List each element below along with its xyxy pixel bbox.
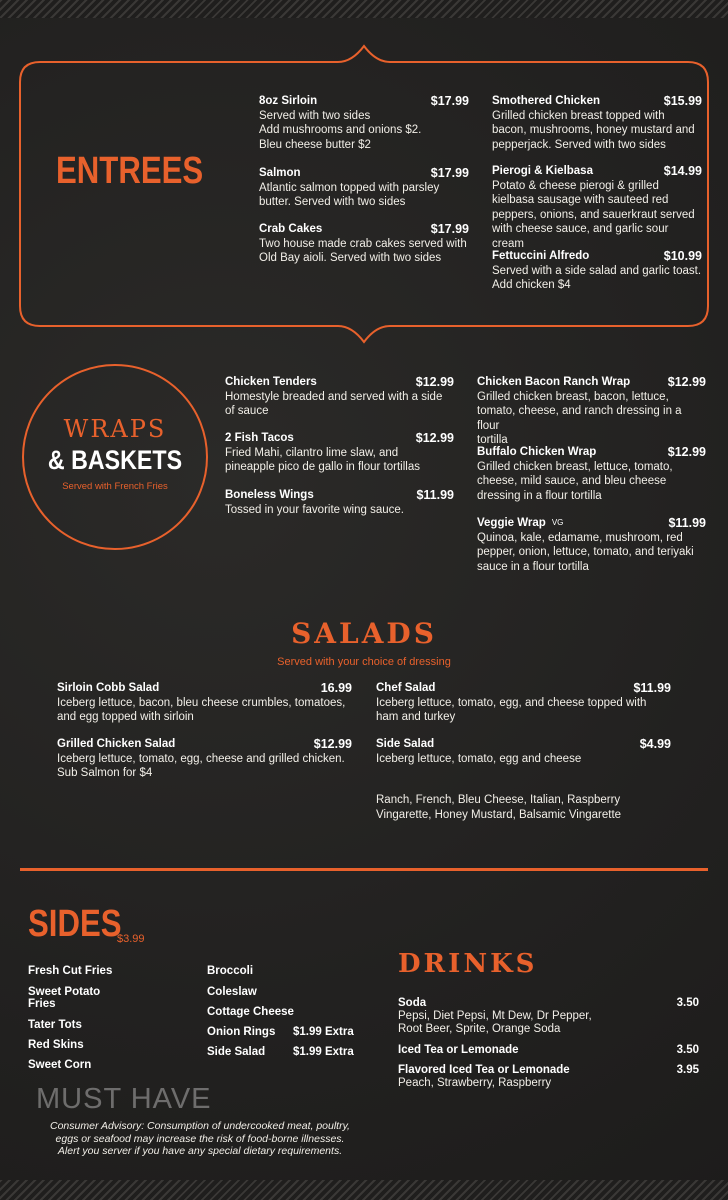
- drink-item: [398, 997, 699, 1036]
- item-price: $11.99: [668, 516, 706, 530]
- side-item: Onion Rings: [207, 1026, 276, 1038]
- baskets-heading: & BASKETS: [47, 445, 183, 475]
- side-item: Fresh Cut Fries: [28, 965, 113, 977]
- menu-item: [477, 375, 706, 448]
- item-name: Soda: [398, 997, 427, 1009]
- menu-item: [57, 681, 352, 725]
- side-item: Side Salad: [207, 1046, 266, 1058]
- menu-item: [225, 431, 454, 475]
- item-name: 8oz Sirloin: [259, 95, 318, 107]
- item-price: $12.99: [415, 431, 454, 445]
- item-description: Quinoa, kale, edamame, mushroom, red pepper, onion, lettuce, tomato, and teriyaki sauce in a flour tortilla: [477, 531, 694, 573]
- salads-subtitle: Served with your choice of dressing: [277, 656, 451, 668]
- item-name: Iced Tea or Lemonade: [398, 1044, 519, 1056]
- item-name: Buffalo Chicken Wrap: [477, 446, 597, 458]
- menu-item: [259, 94, 469, 152]
- item-price: $14.99: [663, 164, 702, 178]
- item-price: 16.99: [320, 681, 352, 695]
- item-description: Pepsi, Diet Pepsi, Mt Dew, Dr Pepper, Root Beer, Sprite, Orange Soda: [398, 1010, 592, 1035]
- item-price: $10.99: [663, 249, 702, 263]
- item-price: 3.50: [676, 997, 699, 1009]
- menu-item: [225, 375, 454, 419]
- item-price: 3.95: [676, 1064, 699, 1076]
- item-description: Served with a side salad and garlic toast. Add chicken $4: [492, 264, 702, 291]
- drink-item: [398, 1044, 699, 1057]
- item-price: $17.99: [430, 222, 469, 236]
- menu-item: [492, 164, 702, 251]
- item-description: Two house made crab cakes served with Old Bay aioli. Served with two sides: [259, 237, 467, 264]
- menu-item: [376, 681, 671, 725]
- item-description: Grilled chicken breast, lettuce, tomato, cheese, mild sauce, and bleu cheese dressing in a flour tortilla: [477, 460, 673, 502]
- item-description: Iceberg lettuce, bacon, bleu cheese crumbles, tomatoes, and egg topped with sirloin: [57, 696, 346, 723]
- menu-item: [259, 166, 469, 210]
- item-price: $11.99: [633, 681, 671, 695]
- item-description: Grilled chicken breast topped with bacon, mushrooms, honey mustard and pepperjack. Served with two sides: [492, 109, 695, 151]
- menu-item: [225, 488, 454, 517]
- sides-price: $3.99: [117, 933, 145, 945]
- side-item: Cottage Cheese: [207, 1006, 294, 1018]
- side-item: Tater Tots: [28, 1019, 82, 1031]
- item-description: Tossed in your favorite wing sauce.: [225, 503, 404, 516]
- item-name: Chicken Bacon Ranch Wrap: [477, 376, 631, 388]
- vegan-tag: VG: [551, 518, 564, 527]
- item-name: 2 Fish Tacos: [225, 432, 294, 444]
- watermark: MUST HAVE: [36, 1083, 212, 1115]
- menu-item: [376, 737, 671, 766]
- item-description: Iceberg lettuce, tomato, egg, and cheese topped with ham and turkey: [376, 696, 647, 723]
- side-extra-price: $1.99 Extra: [293, 1026, 354, 1038]
- item-name: Sirloin Cobb Salad: [57, 682, 160, 694]
- item-price: $17.99: [430, 166, 469, 180]
- menu-item: [477, 516, 706, 574]
- entrees-heading: ENTREES: [56, 150, 204, 192]
- item-description: Iceberg lettuce, tomato, egg and cheese: [376, 752, 582, 765]
- item-price: $12.99: [415, 375, 454, 389]
- item-name: Chicken Tenders: [225, 376, 317, 388]
- side-item: Broccoli: [207, 965, 254, 977]
- menu-item: [57, 737, 352, 781]
- item-description: Homestyle breaded and served with a side of sauce: [225, 390, 443, 417]
- menu-item: [492, 249, 702, 293]
- dressing-options: Ranch, French, Bleu Cheese, Italian, Raspberry Vingarette, Honey Mustard, Balsamic Vingarette: [376, 794, 622, 821]
- bottom-stripe-band: [0, 1180, 728, 1200]
- item-name: Fettuccini Alfredo: [492, 250, 590, 262]
- item-description: Grilled chicken breast, bacon, lettuce, tomato, cheese, and ranch dressing in a flour tortilla: [477, 390, 682, 446]
- side-item: Red Skins: [28, 1039, 84, 1051]
- item-name: Boneless Wings: [225, 489, 314, 501]
- item-price: 3.50: [676, 1044, 699, 1056]
- item-name: Chef Salad: [376, 682, 436, 694]
- item-name: Grilled Chicken Salad: [57, 738, 176, 750]
- item-name: Side Salad: [376, 738, 435, 750]
- item-price: $12.99: [313, 737, 352, 751]
- item-name: Flavored Iced Tea or Lemonade: [398, 1064, 570, 1076]
- item-price: $12.99: [667, 445, 706, 459]
- item-name: Smothered Chicken: [492, 95, 600, 107]
- sides-heading: SIDES: [28, 903, 122, 945]
- side-item: Sweet Potato Fries: [28, 986, 101, 1010]
- section-divider: [20, 868, 708, 871]
- menu-item: [477, 445, 706, 503]
- item-description: Peach, Strawberry, Raspberry: [398, 1077, 552, 1089]
- side-item: Sweet Corn: [28, 1059, 92, 1071]
- side-extra-price: $1.99 Extra: [293, 1046, 354, 1058]
- item-description: Iceberg lettuce, tomato, egg, cheese and grilled chicken. Sub Salmon for $4: [57, 752, 345, 779]
- item-price: $15.99: [663, 94, 702, 108]
- drinks-heading: DRINKS: [398, 949, 538, 979]
- menu-item: [492, 94, 702, 152]
- item-price: $11.99: [416, 488, 454, 502]
- drink-item: [398, 1064, 699, 1090]
- item-name: Salmon: [259, 167, 301, 179]
- consumer-advisory: Consumer Advisory: Consumption of undercooked meat, poultry, eggs or seafood may increase the risk of food-borne illnesses. Alert you server if you have any special dietary requirements.: [50, 1120, 350, 1157]
- item-name: Crab Cakes: [259, 223, 323, 235]
- wraps-subtitle: Served with French Fries: [62, 481, 168, 492]
- item-description: Fried Mahi, cilantro lime slaw, and pineapple pico de gallo in flour tortillas: [225, 446, 420, 473]
- item-description: Served with two sides Add mushrooms and onions $2. Bleu cheese butter $2: [259, 109, 422, 151]
- item-description: Potato & cheese pierogi & grilled kielbasa sausage with sauteed red peppers, onions, and sauerkraut served with cheese sauce, and garlic sour cream: [492, 179, 695, 250]
- item-price: $12.99: [667, 375, 706, 389]
- item-description: Atlantic salmon topped with parsley butter. Served with two sides: [259, 181, 440, 208]
- side-item: Coleslaw: [207, 986, 257, 998]
- wraps-heading: WRAPS: [63, 415, 167, 443]
- salads-heading: SALADS: [291, 617, 437, 650]
- item-price: $4.99: [639, 737, 671, 751]
- item-price: $17.99: [430, 94, 469, 108]
- item-name-text: Veggie Wrap: [477, 517, 546, 529]
- item-name: Pierogi & Kielbasa: [492, 165, 593, 177]
- menu-item: [259, 222, 469, 266]
